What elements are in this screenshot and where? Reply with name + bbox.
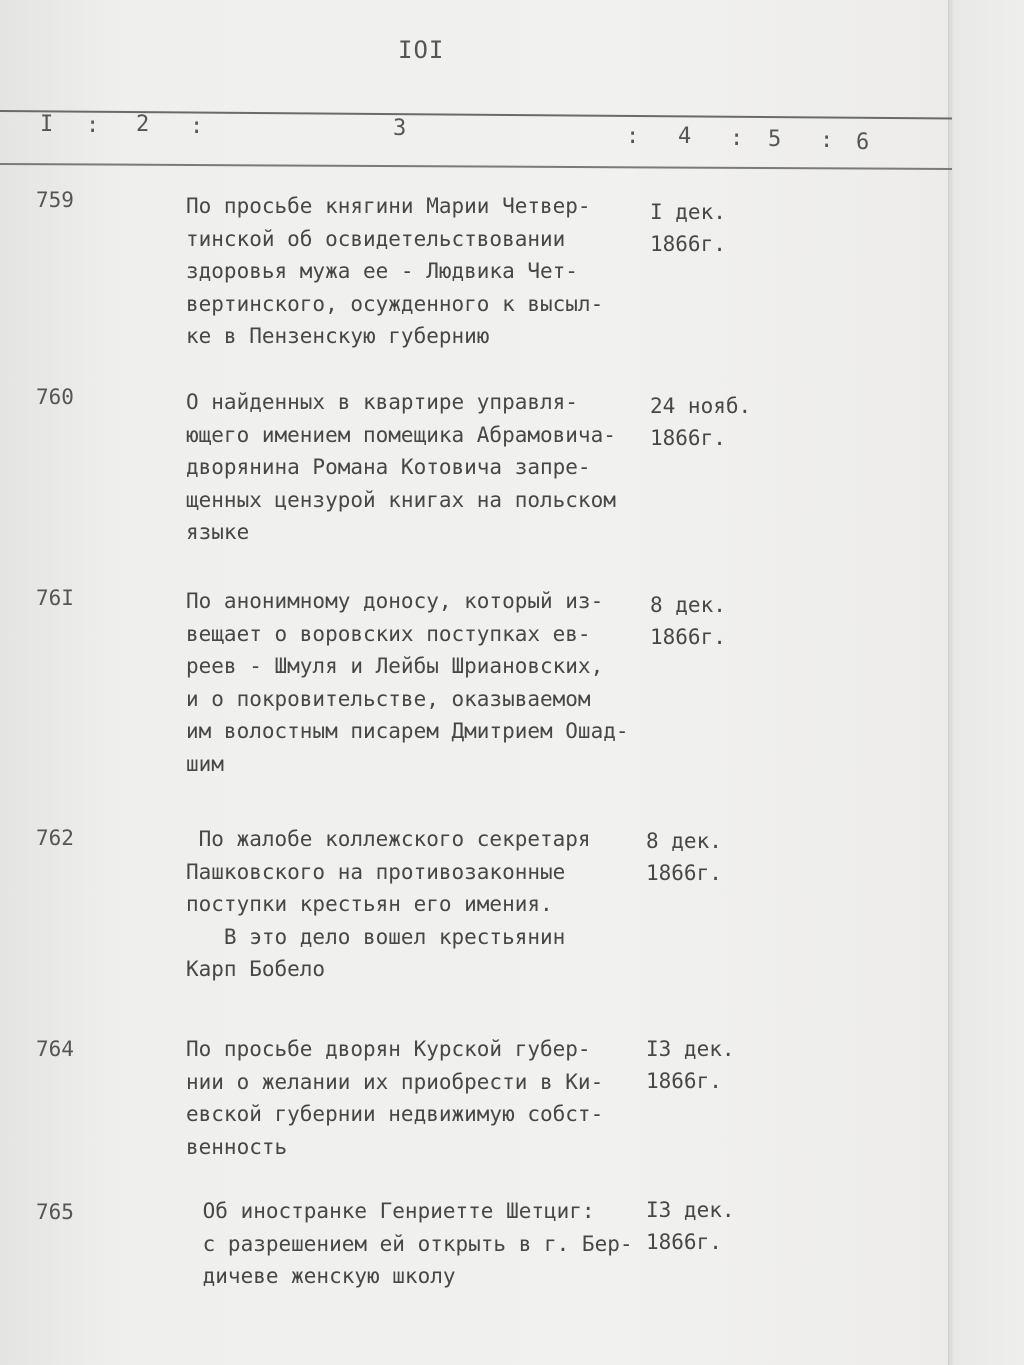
entry-number: 765 bbox=[36, 1200, 74, 1224]
column-separator: : bbox=[190, 114, 204, 139]
entry-description: По просьбе княгини Марии Четвер- тинской об освидетельствовании здоровья мужа ее - Людвика Чет- вертинского, осужденного к высыл- ке в Пензенскую губернию bbox=[186, 194, 604, 348]
entry-description: По жалобе коллежского секретаря Пашковского на противозаконные поступки крестьян его имения. В это дело вошел крестьянин Карп Бобело bbox=[186, 827, 591, 981]
entry-number: 76I bbox=[36, 586, 74, 610]
entry-number: 760 bbox=[36, 385, 74, 409]
entry-date: 8 дек. 1866г. bbox=[650, 593, 726, 649]
entry-number: 759 bbox=[36, 188, 74, 212]
entry-description: Об иностранке Генриетте Шетциг: с разрешением ей открыть в г. Бер- дичеве женскую школу bbox=[202, 1199, 633, 1288]
column-separator: : bbox=[626, 124, 640, 149]
entry-description: По анонимному доносу, который из- вещает о воровских поступках ев- реев - Шмуля и Лейбы Шриановских, и о покровительстве, оказываемом им волостным писарем Дмитрием Ошад- шим bbox=[186, 589, 629, 776]
column-separator: : bbox=[820, 128, 834, 153]
column-header-1: I bbox=[40, 112, 54, 137]
page-number: IOI bbox=[398, 36, 445, 64]
column-separator: : bbox=[730, 126, 744, 151]
entry-date: I3 дек. 1866г. bbox=[646, 1198, 735, 1254]
entry-date: 8 дек. 1866г. bbox=[646, 829, 722, 885]
entry-date: 24 нояб. 1866г. bbox=[650, 394, 752, 450]
entry-description: О найденных в квартире управля- ющего имением помещика Абрамовича- дворянина Романа Котовича запре- щенных цензурой книгах на польском языке bbox=[186, 390, 616, 544]
column-separator: : bbox=[86, 113, 100, 138]
entry-date: I3 дек. 1866г. bbox=[646, 1037, 735, 1093]
entry-date: I дек. 1866г. bbox=[650, 200, 726, 256]
entry-description: По просьбе дворян Курской губер- нии о желании их приобрести в Ки- евской губернии недвижимую собст- венность bbox=[186, 1037, 604, 1159]
paper-edge bbox=[948, 0, 1024, 1365]
column-header-3: 3 bbox=[393, 116, 407, 141]
column-header-6: 6 bbox=[856, 130, 870, 155]
column-header-4: 4 bbox=[678, 124, 692, 149]
entry-number: 764 bbox=[36, 1037, 74, 1061]
header-rule-bottom bbox=[0, 163, 952, 169]
entry-number: 762 bbox=[36, 826, 74, 850]
column-header-2: 2 bbox=[136, 112, 150, 137]
column-header-5: 5 bbox=[768, 127, 782, 152]
